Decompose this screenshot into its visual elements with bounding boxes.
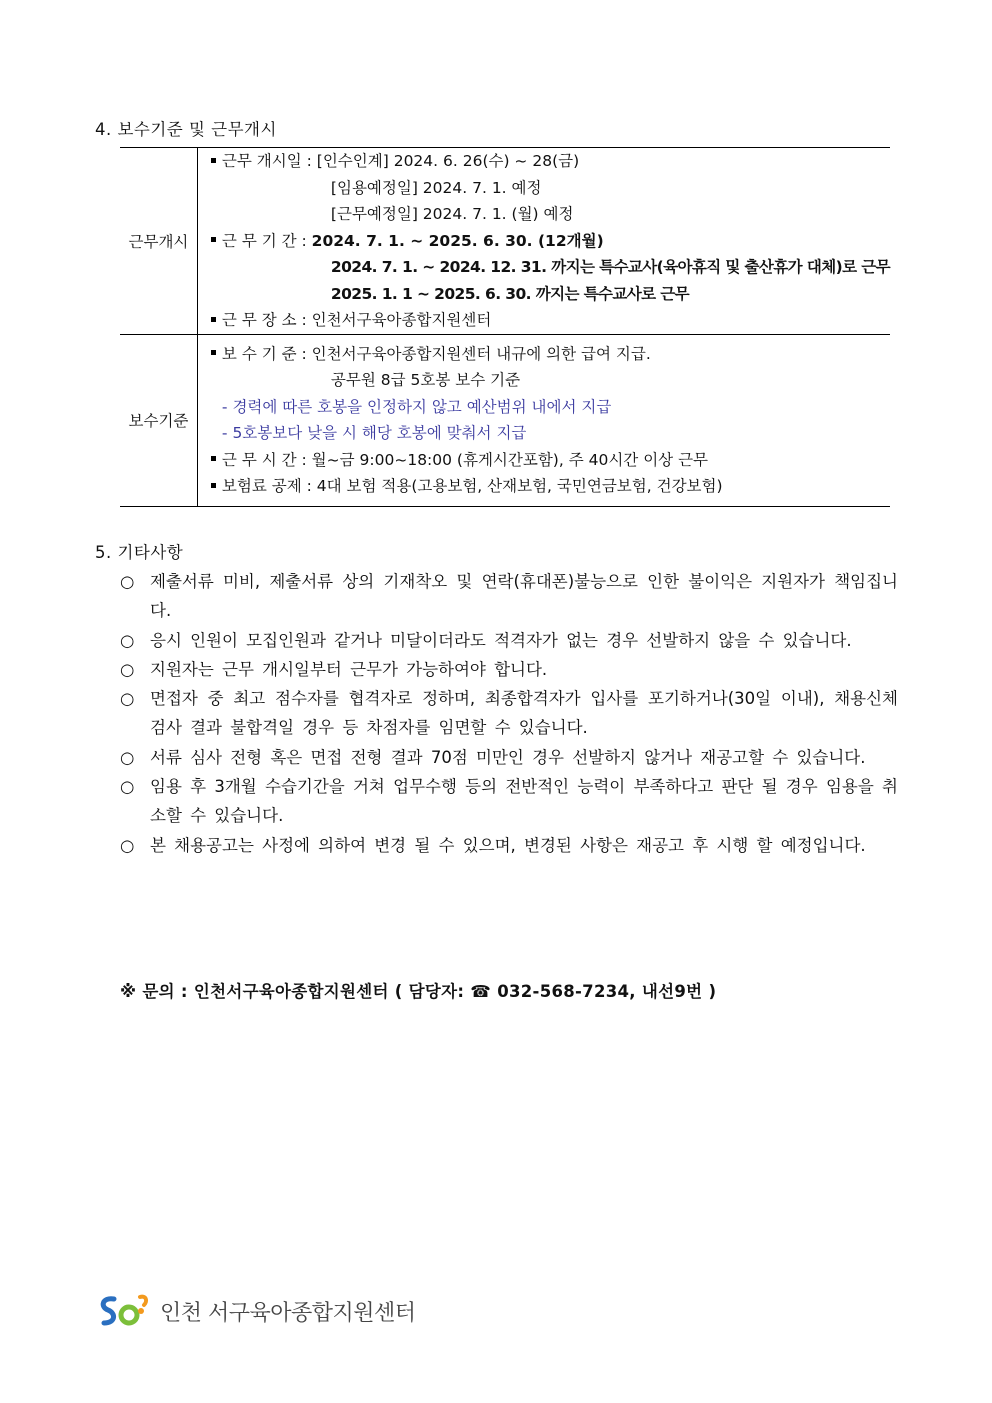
square-bullet-icon	[211, 158, 216, 163]
circle-bullet-icon: ○	[120, 689, 135, 709]
square-bullet-icon	[211, 483, 216, 488]
circle-bullet-icon: ○	[120, 572, 135, 591]
logo-mark-icon	[96, 1291, 152, 1331]
label-pay-standard: 보수기준	[120, 334, 197, 506]
table-row-start	[120, 148, 890, 335]
insurance-line: 보험료 공제 : 4대 보험 적용(고용보험, 산재보험, 국민연금보험, 건강보험)	[221, 477, 723, 495]
start-date-line: 근무 개시일 : [인수인계] 2024. 6. 26(수) ~ 28(금)	[221, 152, 580, 170]
work-hours-line: 근 무 시 간 : 월~금 9:00~18:00 (휴게시간포함), 주 40시간 이상 근무	[221, 450, 709, 469]
period-label: 근 무 기 간 :	[221, 231, 312, 250]
circle-bullet-icon: ○	[120, 659, 135, 679]
section-4-title: 4. 보수기준 및 근무개시	[95, 120, 277, 139]
label-work-start: 근무개시	[120, 148, 197, 335]
list-item: ○ 서류 심사 전형 혹은 면접 전형 결과 70점 미만인 경우 선발하지 않거나 재공고할 수 있습니다.	[120, 743, 898, 772]
list-item: ○ 면접자 중 최고 점수자를 협격자로 정하며, 최종합격자가 입사를 포기하거나(30일 이내), 채용신체 검사 결과 불합격일 경우 등 차점자를 임면할 수 있습니다.	[120, 684, 898, 743]
circle-bullet-icon: ○	[120, 777, 135, 797]
list-item: ○ 제출서류 미비, 제출서류 상의 기재착오 및 연락(휴대폰)불능으로 인한 불이익은 지원자가 책임집니다.	[120, 567, 898, 626]
list-item: ○ 응시 인원이 모집인원과 같거나 미달이더라도 적격자가 없는 경우 선발하지 않을 수 있습니다.	[120, 626, 898, 655]
appointment-date-line: [임용예정일] 2024. 7. 1. 예정	[330, 178, 542, 197]
square-bullet-icon	[211, 317, 216, 322]
pay-note-2: - 5호봉보다 낮을 시 해당 호봉에 맞춰서 지급	[221, 424, 527, 442]
work-info-table	[120, 147, 890, 507]
square-bullet-icon	[211, 350, 216, 355]
list-item: ○ 본 채용공고는 사정에 의하여 변경 될 수 있으며, 변경된 사항은 재공고 후 시행 할 예정입니다.	[120, 831, 898, 860]
circle-bullet-icon: ○	[120, 747, 135, 767]
list-item: ○ 임용 후 3개월 수습기간을 거쳐 업무수행 등의 전반적인 능력이 부족하다고 판단 될 경우 임용을 취소할 수 있습니다.	[120, 772, 898, 831]
circle-bullet-icon: ○	[120, 835, 135, 855]
list-item: ○ 지원자는 근무 개시일부터 근무가 가능하여야 합니다.	[120, 655, 898, 684]
center-logo	[96, 1291, 416, 1331]
square-bullet-icon	[211, 237, 216, 242]
section-5-title: 5. 기타사항	[95, 543, 184, 562]
square-bullet-icon	[211, 456, 216, 461]
period-detail-1: 2024. 7. 1. ~ 2024. 12. 31. 까지는 특수교사(육아휴직 및 출산휴가 대체)로 근무	[330, 258, 890, 276]
period-value: 2024. 7. 1. ~ 2025. 6. 30. (12개월)	[311, 231, 604, 250]
pay-standard-line: 보 수 기 준 : 인천서구육아종합지원센터 내규에 의한 급여 지급.	[221, 344, 651, 363]
workplace-line: 근 무 장 소 : 인천서구육아종합지원센터	[221, 311, 492, 329]
logo-text: 인천 서구육아종합지원센터	[160, 1300, 416, 1326]
pay-note-1: - 경력에 따른 호봉을 인정하지 않고 예산범위 내에서 지급	[221, 397, 612, 416]
pay-grade-line: 공무원 8급 5호봉 보수 기준	[330, 371, 521, 389]
work-date-line: [근무예정일] 2024. 7. 1. (월) 예정	[330, 205, 574, 223]
period-detail-2: 2025. 1. 1 ~ 2025. 6. 30. 까지는 특수교사로 근무	[330, 284, 690, 303]
table-row-pay	[120, 334, 890, 506]
contact-info: ※ 문의 : 인천서구육아종합지원센터 ( 담당자: ☎ 032-568-7234, 내선9번 )	[120, 982, 717, 1001]
circle-bullet-icon: ○	[120, 630, 135, 650]
notes-list	[120, 567, 898, 860]
